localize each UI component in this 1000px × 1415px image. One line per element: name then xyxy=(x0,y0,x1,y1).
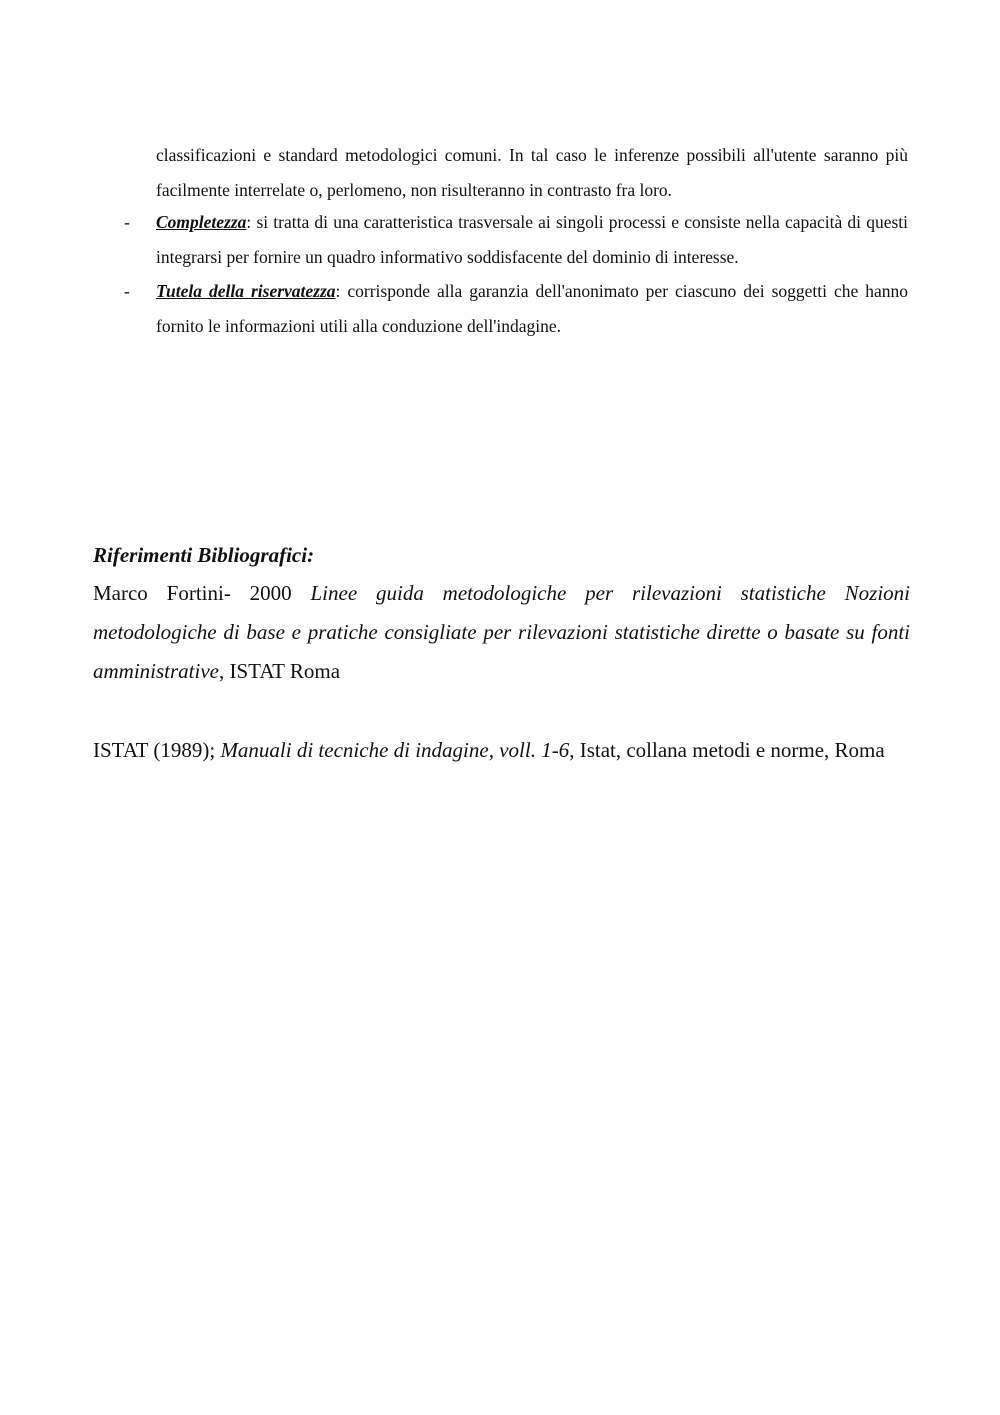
reference-fortini xyxy=(93,574,910,691)
definition-completezza: : si tratta di una caratteristica trasversale ai singoli processi e consiste nella capacità di questi integrarsi per fornire un quadro informativo soddisfacente del dominio di interesse. xyxy=(156,212,908,267)
reference-author: Marco Fortini- 2000 xyxy=(93,581,311,605)
list-item-text xyxy=(156,205,908,274)
reference-title: Manuali di tecniche di indagine, voll. 1-6 xyxy=(220,738,570,762)
quality-criteria-list xyxy=(0,205,1000,343)
bibliography-heading: Riferimenti Bibliografici: xyxy=(93,543,315,567)
list-item-continuation: classificazioni e standard metodologici comuni. In tal caso le inferenze possibili all'utente saranno più facilmente interrelate o, perlomeno, non risulteranno in contrasto fra loro. xyxy=(156,145,908,200)
term-completezza: Completezza xyxy=(156,212,247,232)
reference-publisher: , ISTAT Roma xyxy=(219,659,341,683)
list-item-riservatezza xyxy=(0,274,1000,343)
list-bullet: - xyxy=(124,212,130,232)
list-item-completezza xyxy=(0,205,1000,274)
reference-title: Linee guida metodologiche per rilevazioni statistiche Nozioni metodologiche di base e pratiche consigliate per rilevazioni statistiche dirette o basate su fonti amministrative xyxy=(93,581,910,683)
reference-spacer xyxy=(93,691,910,731)
list-bullet: - xyxy=(124,281,130,302)
reference-author: ISTAT (1989); xyxy=(93,738,221,762)
reference-istat xyxy=(93,731,910,770)
term-riservatezza: Tutela della riservatezza xyxy=(156,281,336,302)
reference-publisher: , Istat, collana metodi e norme, Roma xyxy=(569,738,885,762)
list-item-text xyxy=(156,274,908,343)
definition-riservatezza: : corrisponde alla garanzia dell'anonimato per ciascuno dei soggetti che hanno fornito le informazioni utili alla conduzione dell'indagine. xyxy=(156,281,908,336)
bibliography-section xyxy=(93,536,910,770)
